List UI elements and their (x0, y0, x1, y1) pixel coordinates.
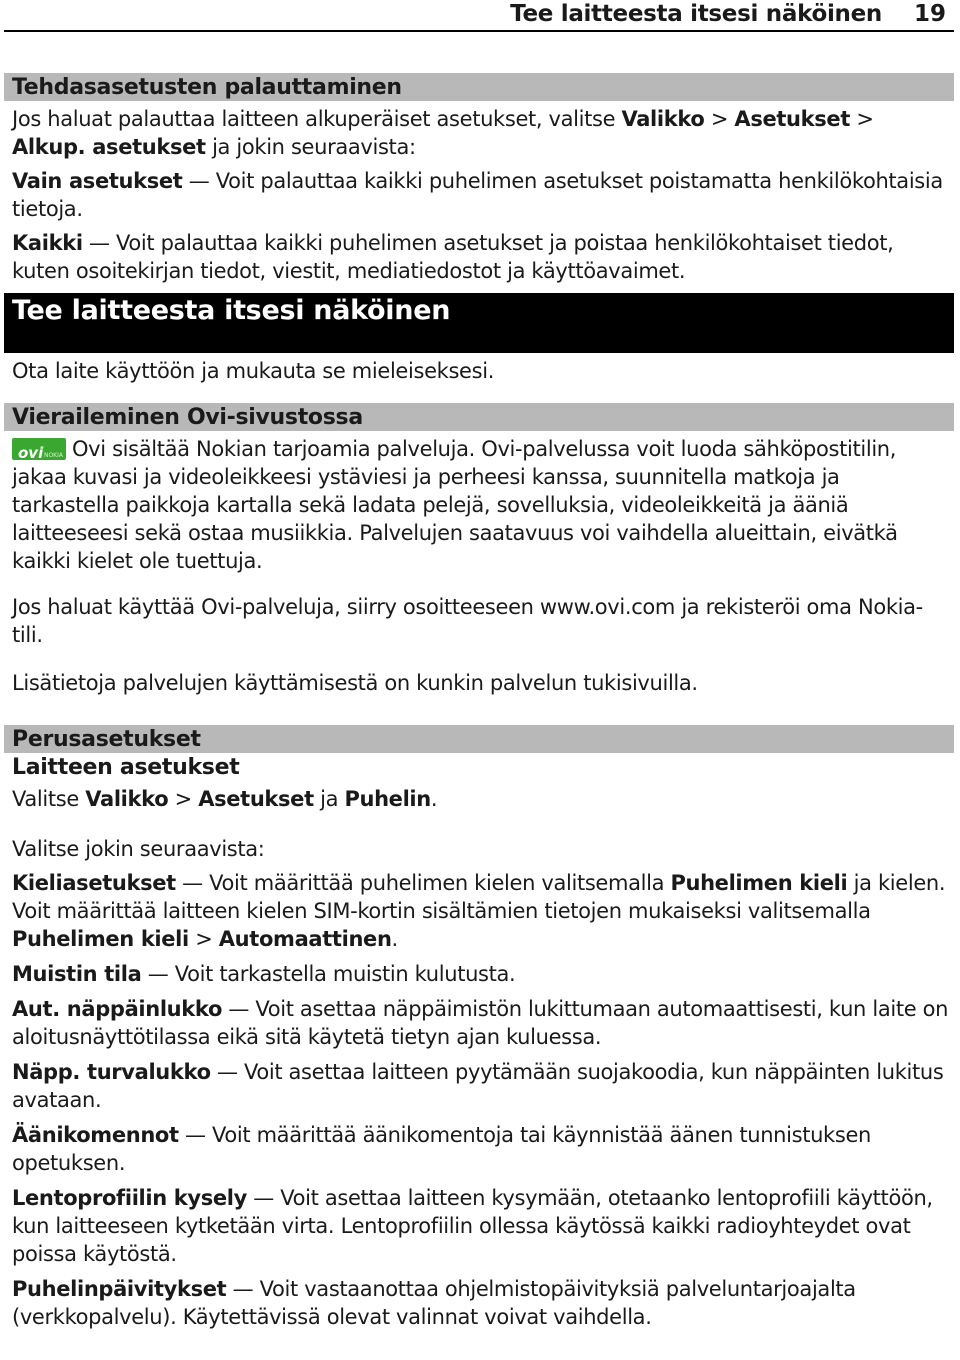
basic-choose: Valitse jokin seuraavista: (12, 837, 265, 861)
setting-auto-keyguard: Aut. näppäinlukko — Voit asettaa näppäimistön lukittumaan automaattisesti, kun laite on aloitusnäyttötilassa eikä sitä käytetä tietyn ajan kuluessa. (12, 997, 949, 1049)
setting-phone-updates: Puhelinpäivitykset — Voit vastaanottaa ohjelmistopäivityksiä palveluntarjoajalta (verkkopalvelu). Käytettävissä olevat valinnat voivat vaihdella. (12, 1277, 856, 1329)
setting-security-keyguard: Näpp. turvalukko — Voit asettaa laitteen pyytämään suojakoodia, kun näppäinten lukitus avataan. (12, 1060, 944, 1112)
running-title: Tee laitteesta itsesi näköinen (510, 1, 882, 27)
menu-asetukset: Asetukset (198, 787, 314, 811)
section-heading-reset: Tehdasasetusten palauttaminen (4, 73, 954, 101)
option-term: Kieliasetukset (12, 871, 176, 895)
option-term: Lentoprofiilin kysely (12, 1186, 247, 1210)
setting-memory-status: Muistin tila — Voit tarkastella muistin kulutusta. (12, 962, 516, 986)
reset-intro: Jos haluat palauttaa laitteen alkuperäiset asetukset, valitse Valikko > Asetukset > Alkup. asetukset ja jokin seuraavista: (12, 107, 874, 159)
setting-language: Kieliasetukset — Voit määrittää puhelimen kielen valitsemalla Puhelimen kieli ja kielen. Voit määrittää laitteen kielen SIM-kortin sisältämien tietojen mukaiseksi valitsemalla Puhelimen kieli > Automaattinen. (12, 871, 946, 951)
reset-option-settings-only: Vain asetukset — Voit palauttaa kaikki puhelimen asetukset poistamatta henkilökohtaisia tietoja. (12, 169, 943, 221)
option-term: Aut. näppäinlukko (12, 997, 223, 1021)
option-term: Muistin tila (12, 962, 142, 986)
option-term: Puhelinpäivitykset (12, 1277, 227, 1301)
subsection-heading-device: Laitteen asetukset (12, 755, 240, 780)
page-content (12, 70, 952, 1331)
menu-asetukset: Asetukset (734, 107, 851, 131)
option-term: Vain asetukset (12, 169, 183, 193)
setting-flight-query: Lentoprofiilin kysely — Voit asettaa laitteen kysymään, otetaanko lentoprofiili käyttöön, kun laitteeseen kytketään virta. Lentoprofiilin ollessa käytössä kaikki radioyhteydet ovat poissa käytöstä. (12, 1186, 933, 1266)
reset-option-all: Kaikki — Voit palauttaa kaikki puhelimen asetukset ja poistaa henkilökohtaiset tiedot, kuten osoitekirjan tiedot, viestit, mediatiedostot ja käyttöavaimet. (12, 231, 894, 283)
menu-alkup-asetukset: Alkup. asetukset (12, 135, 206, 159)
chapter-heading: Tee laitteesta itsesi näköinen (4, 293, 954, 353)
setting-voice-commands: Äänikomennot — Voit määrittää äänikomentoja tai käynnistää äänen tunnistuksen opetuksen. (12, 1123, 871, 1175)
section-heading-basic: Perusasetukset (4, 725, 954, 753)
page-header (4, 0, 954, 32)
section-heading-ovi: Vieraileminen Ovi-sivustossa (4, 403, 954, 431)
option-term: Kaikki (12, 231, 83, 255)
menu-valikko: Valikko (621, 107, 705, 131)
option-term: Äänikomennot (12, 1123, 179, 1147)
menu-valikko: Valikko (85, 787, 169, 811)
page-number: 19 (913, 1, 946, 27)
menu-puhelin: Puhelin (344, 787, 431, 811)
ovi-paragraph-2: Jos haluat käyttää Ovi-palveluja, siirry osoitteeseen www.ovi.com ja rekisteröi oma Nokia-tili. (12, 595, 923, 647)
basic-select: Valitse Valikko > Asetukset ja Puhelin. (12, 787, 438, 811)
ovi-paragraph-1: ovi NOKIA Ovi sisältää Nokian tarjoamia palveluja. Ovi-palvelussa voit luoda sähköpostitilin, jakaa kuvasi ja videoleikkeesi ystäviesi ja perheesi kanssa, suunnitella matkoja ja tarkastella paikkoja kartalla sekä ladata pelejä, sovelluksia, videoleikkeitä ja ääniä laitteeseesi sekä ostaa musiikkia. Palvelujen saatavuus voi vaihdella alueittain, eivätkä kaikki kielet ole tuettuja. (12, 437, 898, 573)
ovi-paragraph-3: Lisätietoja palvelujen käyttämisestä on kunkin palvelun tukisivuilla. (12, 671, 698, 695)
ovi-logo-icon: ovi NOKIA (12, 438, 66, 460)
option-term: Näpp. turvalukko (12, 1060, 211, 1084)
chapter-intro: Ota laite käyttöön ja mukauta se mieleiseksesi. (12, 359, 495, 383)
